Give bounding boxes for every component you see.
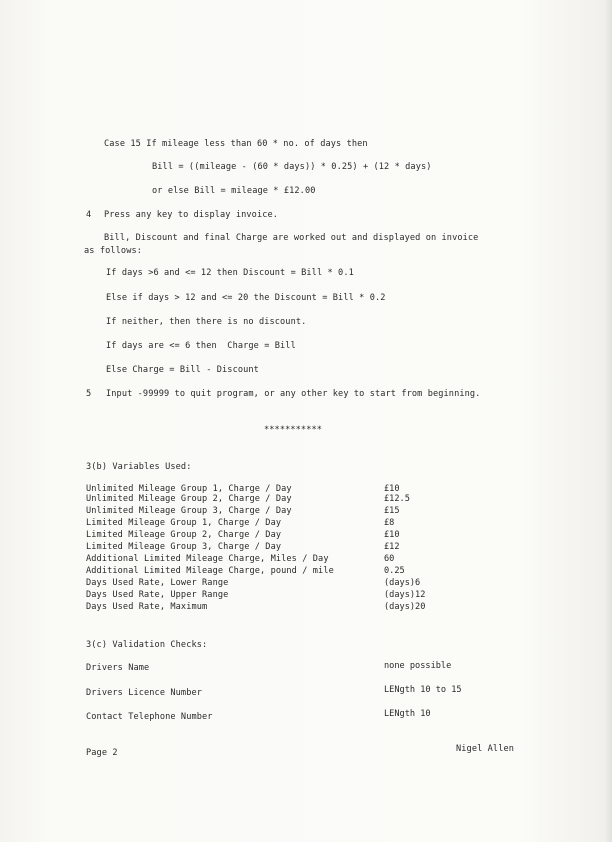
variable-value: (days)12 <box>384 590 426 600</box>
case15-line1: Case 15 If mileage less than 60 * no. of days then <box>104 139 368 149</box>
validation-field: Drivers Name <box>86 663 150 673</box>
author-name: Nigel Allen <box>456 744 515 754</box>
validation-rule: none possible <box>384 661 452 671</box>
variable-value: £10 <box>384 484 400 494</box>
validation-rule: LENgth 10 <box>384 709 431 719</box>
page-number: Page 2 <box>86 748 118 758</box>
validation-heading: 3(c) Validation Checks: <box>86 640 208 650</box>
step4-number: 4 <box>86 210 92 220</box>
step5-number: 5 <box>86 389 92 399</box>
case15-line3: or else Bill = mileage * £12.00 <box>152 186 316 196</box>
variable-name: Limited Mileage Group 3, Charge / Day <box>86 542 282 552</box>
variable-name: Days Used Rate, Maximum <box>86 602 208 612</box>
variable-name: Unlimited Mileage Group 3, Charge / Day <box>86 506 292 516</box>
step5-text: Input -99999 to quit program, or any other key to start from beginning. <box>106 389 481 399</box>
step4-paragraph-line1: Bill, Discount and final Charge are worked out and displayed on invoice <box>104 233 479 243</box>
rule-charge-2: Else Charge = Bill - Discount <box>106 365 259 375</box>
variable-name: Additional Limited Mileage Charge, pound / mile <box>86 566 334 576</box>
rule-discount-2: Else if days > 12 and <= 20 the Discount = Bill * 0.2 <box>106 293 386 303</box>
variable-name: Limited Mileage Group 2, Charge / Day <box>86 530 282 540</box>
variable-value: £12.5 <box>384 494 410 504</box>
variable-value: (days)20 <box>384 602 426 612</box>
variable-value: £8 <box>384 518 395 528</box>
asterisk-separator: *********** <box>264 425 323 435</box>
rule-discount-1: If days >6 and <= 12 then Discount = Bill * 0.1 <box>106 268 354 278</box>
variable-value: £15 <box>384 506 400 516</box>
variable-value: £12 <box>384 542 400 552</box>
case15-line2: Bill = ((mileage - (60 * days)) * 0.25) + (12 * days) <box>152 162 432 172</box>
page-edge-shadow <box>604 0 612 842</box>
variable-value: (days)6 <box>384 578 421 588</box>
variable-name: Days Used Rate, Upper Range <box>86 590 229 600</box>
rule-no-discount: If neither, then there is no discount. <box>106 317 307 327</box>
validation-field: Drivers Licence Number <box>86 688 203 698</box>
step4-paragraph-line2: as follows: <box>84 246 143 256</box>
step4-text: Press any key to display invoice. <box>104 210 279 220</box>
variable-value: 60 <box>384 554 395 564</box>
variable-value: £10 <box>384 530 400 540</box>
variable-name: Limited Mileage Group 1, Charge / Day <box>86 518 282 528</box>
variables-heading: 3(b) Variables Used: <box>86 462 192 472</box>
rule-charge-1: If days are <= 6 then Charge = Bill <box>106 341 296 351</box>
variable-value: 0.25 <box>384 566 405 576</box>
variable-name: Days Used Rate, Lower Range <box>86 578 229 588</box>
validation-rule: LENgth 10 to 15 <box>384 685 462 695</box>
variable-name: Additional Limited Mileage Charge, Miles / Day <box>86 554 329 564</box>
validation-field: Contact Telephone Number <box>86 712 213 722</box>
variable-name: Unlimited Mileage Group 2, Charge / Day <box>86 494 292 504</box>
variable-name: Unlimited Mileage Group 1, Charge / Day <box>86 484 292 494</box>
